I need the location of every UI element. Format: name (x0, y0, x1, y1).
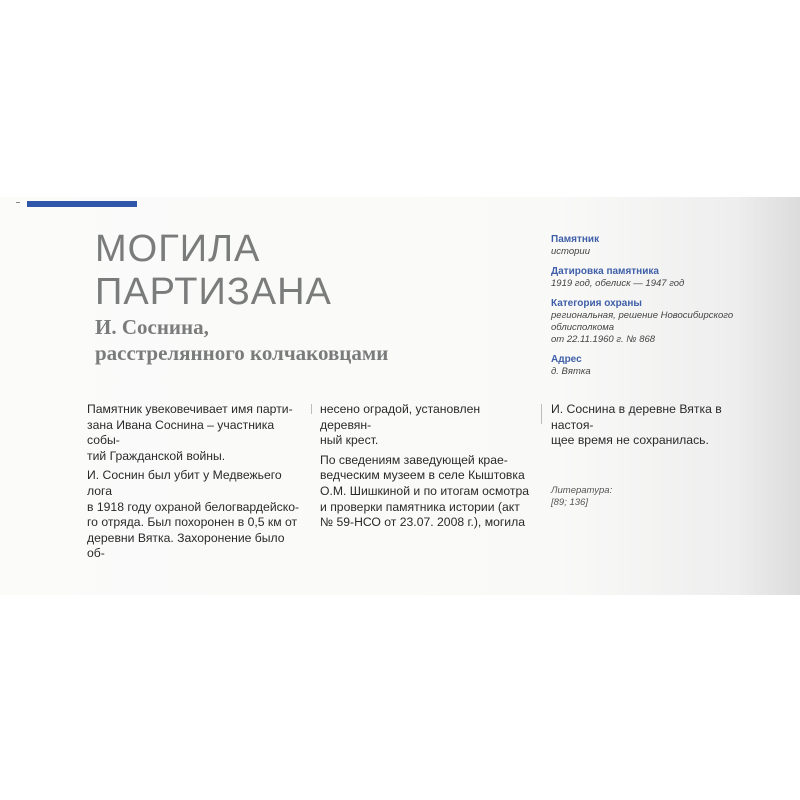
text-line: Памятник увековечивает имя парти- (87, 402, 293, 416)
meta-label: Категория охраны (551, 298, 642, 309)
literature-refs: [89; 136] (551, 497, 588, 508)
page-title (95, 228, 332, 314)
subtitle-line-1: И. Соснина, (95, 315, 209, 339)
edge-mark (16, 202, 20, 203)
accent-bar (27, 201, 137, 207)
meta-label: Адрес (551, 354, 582, 365)
paragraph (87, 402, 303, 464)
meta-value: д. Вятка (551, 366, 591, 377)
literature-label: Литература: (551, 485, 613, 496)
monument-info (551, 234, 786, 386)
column-divider (541, 404, 542, 424)
literature-note (551, 485, 612, 509)
text-line: И. Соснина в деревне Вятка в настоя- (551, 402, 722, 432)
meta-value: истории (551, 246, 590, 257)
text-line: ведческим музеем в селе Кыштовка (320, 468, 525, 483)
meta-value: 1919 год, обелиск — 1947 год (551, 278, 685, 289)
text-line: щее время не сохранилась. (551, 433, 709, 448)
meta-label: Датировка памятника (551, 266, 659, 277)
meta-value: региональная, решение Новосибирского облисполкома (551, 310, 734, 333)
paragraph (320, 453, 532, 531)
meta-label: Памятник (551, 234, 600, 245)
meta-protection-category (551, 298, 786, 346)
page-subtitle (95, 314, 388, 366)
text-line: деревни Вятка. Захоронение было об- (87, 530, 285, 561)
text-line: зана Ивана Соснина – участника собы- (87, 417, 275, 448)
text-column-1 (87, 402, 303, 566)
text-line: № 59-НСО от 23.07. 2008 г.), могила (320, 515, 525, 530)
text-line: го отряда. Был похоронен в 0,5 км от (87, 515, 298, 530)
text-line: По сведениям заведующей крае- (320, 452, 508, 467)
paragraph (551, 402, 763, 449)
title-line-2: ПАРТИЗАНА (95, 271, 332, 313)
title-line-1: МОГИЛА (95, 228, 261, 270)
meta-type (551, 234, 786, 258)
text-line: ный крест. (320, 433, 379, 448)
column-divider (311, 404, 312, 414)
subtitle-line-2: расстрелянного колчаковцами (95, 341, 389, 365)
paragraph (320, 402, 532, 449)
text-line: и проверки памятника истории (акт (320, 499, 520, 514)
meta-dating (551, 266, 786, 290)
text-line: несено оградой, установлен деревян- (320, 402, 481, 432)
paragraph (87, 468, 303, 562)
text-column-3 (551, 402, 763, 453)
text-line: в 1918 году охраной белогвардейско- (87, 499, 300, 514)
meta-address (551, 354, 786, 378)
text-line: И. Соснин был убит у Медвежьего лога (87, 468, 282, 498)
text-column-2 (320, 402, 532, 535)
meta-value: от 22.11.1960 г. № 868 (551, 334, 656, 345)
text-line: тий Гражданской войны. (87, 448, 226, 463)
text-line: О.М. Шишкиной и по итогам осмотра (320, 483, 529, 498)
